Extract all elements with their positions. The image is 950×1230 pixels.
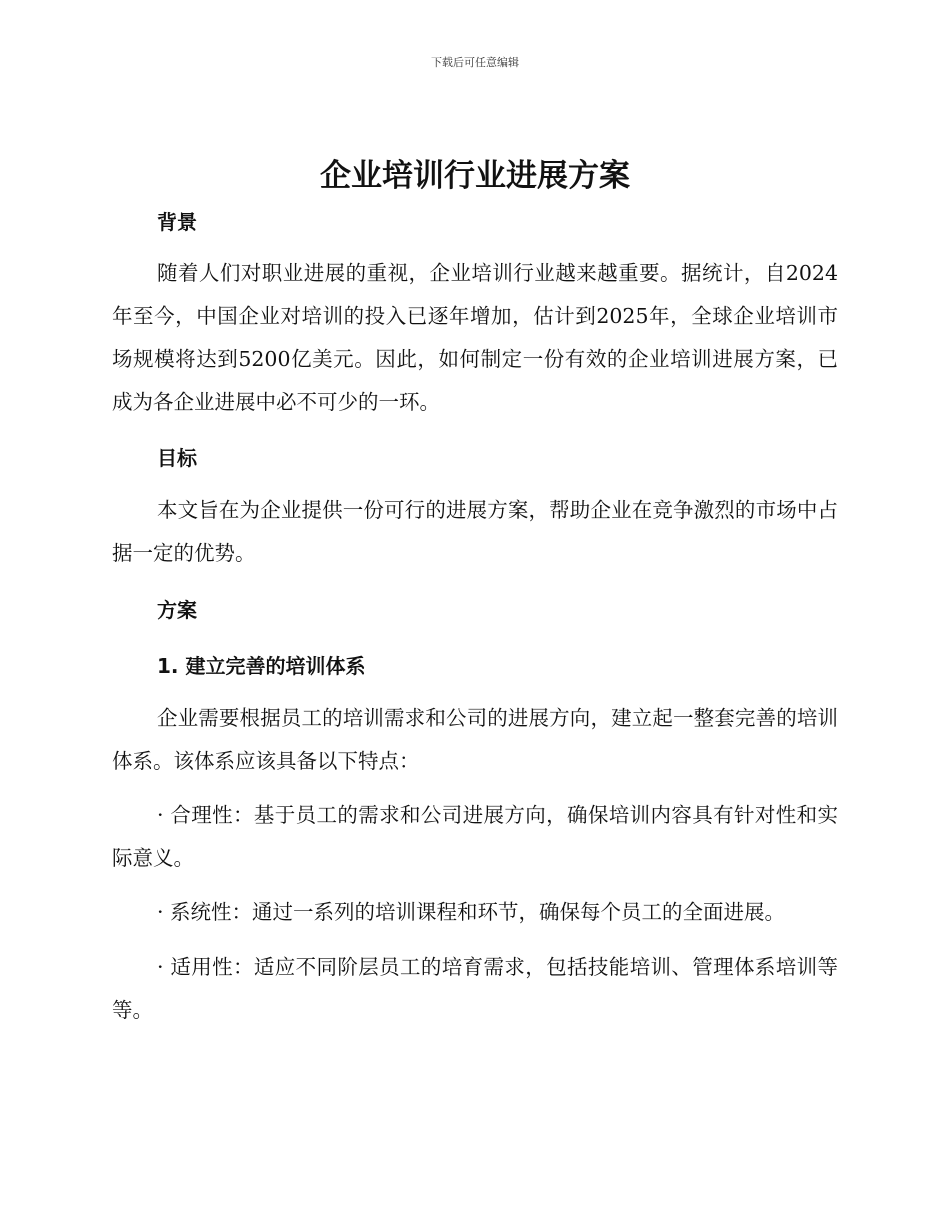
section-heading-plan: 方案: [157, 598, 197, 622]
section-heading-background: 背景: [157, 210, 197, 234]
paragraph-background: 随着人们对职业进展的重视，企业培训行业越来越重要。据统计，自2024年至今，中国企业对培训的投入已逐年增加，估计到2025年，全球企业培训市场规模将达到5200亿美元。因此，如何制定一份有效的企业培训进展方案，已成为各企业进展中必不可少的一环。: [112, 261, 838, 414]
bullet-item-rationality: · 合理性：基于员工的需求和公司进展方向，确保培训内容具有针对性和实际意义。: [112, 803, 838, 870]
paragraph-training-system: 企业需要根据员工的培训需求和公司的进展方向，建立起一整套完善的培训体系。该体系应该具备以下特点：: [112, 706, 838, 773]
section-heading-goal: 目标: [157, 446, 197, 470]
subheading-training-system: 1. 建立完善的培训体系: [157, 654, 366, 678]
paragraph-goal: 本文旨在为企业提供一份可行的进展方案，帮助企业在竞争激烈的市场中占据一定的优势。: [112, 498, 838, 565]
bullet-item-applicability: · 适用性：适应不同阶层员工的培育需求，包括技能培训、管理体系培训等等。: [112, 955, 838, 1022]
document-title: 企业培训行业进展方案: [320, 158, 630, 194]
page-header: 下载后可任意编辑: [431, 56, 519, 69]
bullet-item-systematic: · 系统性：通过一系列的培训课程和环节，确保每个员工的全面进展。: [157, 900, 786, 924]
